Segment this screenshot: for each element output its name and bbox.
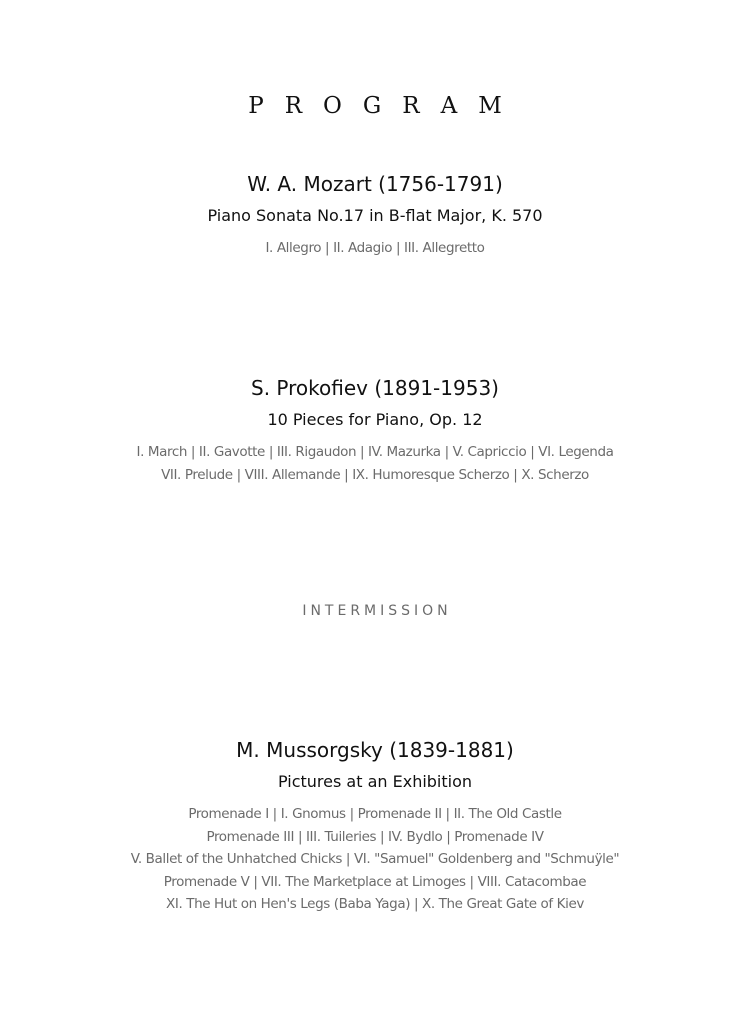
work-title: 10 Pieces for Piano, Op. 12	[267, 410, 483, 429]
page-title: PROGRAM	[248, 93, 523, 119]
movement-list	[0, 441, 750, 486]
composer-name: W. A. Mozart (1756-1791)	[247, 172, 503, 196]
work-title: Piano Sonata No.17 in B-flat Major, K. 570	[207, 206, 543, 225]
movement-line: VII. Prelude | VIII. Allemande | IX. Humoresque Scherzo | X. Scherzo	[161, 466, 589, 483]
movement-line: V. Ballet of the Unhatched Chicks | VI. "Samuel" Goldenberg and "Schmuÿle"	[130, 851, 620, 867]
movement-list	[0, 803, 750, 916]
movement-line: Promenade III | III. Tuileries | IV. Bydlo | Promenade IV	[206, 828, 544, 845]
program-piece-mussorgsky	[0, 737, 750, 916]
program-piece-prokofiev	[0, 375, 750, 486]
movement-list	[0, 237, 750, 260]
movement-line: I. Allegro | II. Adagio | III. Allegretto	[265, 240, 485, 256]
program-piece-mozart	[0, 171, 750, 260]
intermission-label: INTERMISSION	[302, 603, 452, 619]
movement-line: XI. The Hut on Hen's Legs (Baba Yaga) | X. The Great Gate of Kiev	[166, 896, 584, 912]
movement-line: Promenade I | I. Gnomus | Promenade II | II. The Old Castle	[188, 806, 562, 822]
movement-line: I. March | II. Gavotte | III. Rigaudon | IV. Mazurka | V. Capriccio | VI. Legenda	[136, 444, 614, 460]
work-title: Pictures at an Exhibition	[277, 772, 473, 791]
composer-name: S. Prokofiev (1891-1953)	[251, 376, 499, 400]
movement-line: Promenade V | VII. The Marketplace at Limoges | VIII. Catacombae	[163, 873, 587, 890]
composer-name: M. Mussorgsky (1839-1881)	[236, 738, 514, 762]
